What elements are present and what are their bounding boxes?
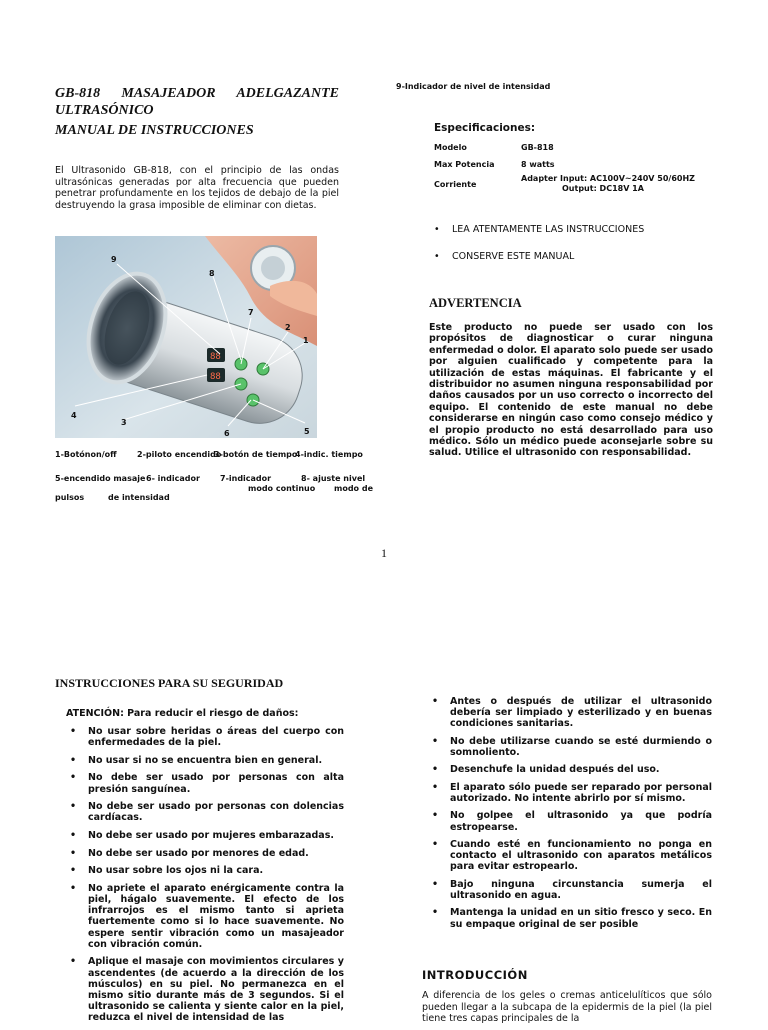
manual-title-line2: ULTRASÓNICO <box>55 103 154 118</box>
svg-text:88: 88 <box>210 352 221 362</box>
photo-label: 5 <box>304 427 310 436</box>
legend-item: 4-indic. tiempo <box>295 450 363 459</box>
spec-value: GB-818 <box>521 143 554 152</box>
svg-text:88: 88 <box>210 372 221 382</box>
safety-list-left <box>66 726 344 1030</box>
spec-label: Max Potencia <box>434 160 495 169</box>
photo-label: 6 <box>224 429 230 438</box>
specs-title: Especificaciones: <box>434 122 536 134</box>
legend-item: 5-encendido masaje <box>55 474 146 483</box>
intro-paragraph: El Ultrasonido GB-818, con el principio de las ondas ultrasónicas generadas por alta frecuencia que pueden penetrar profundamente en los tejidos de debajo de la piel destruyendo la grasa imposible de eliminar con dietas. <box>55 165 339 211</box>
photo-label: 4 <box>71 411 77 420</box>
safety-item: • No apriete el aparato enérgicamente contra la piel, hágalo suavemente. El efecto de los infrarrojos es el mismo tanto si aprieta fuertemente como si lo hace suavemente. No espere sentir vibración como un masajeador con vibración común. <box>66 883 344 950</box>
safety-item: • No usar sobre heridas o áreas del cuerpo con enfermedades de la piel. <box>66 726 344 748</box>
spec-value: 8 watts <box>521 160 555 169</box>
legend-item: 3-botón de tiempo <box>214 450 298 459</box>
legend-item: 1-Botónon/off <box>55 450 117 459</box>
safety-item: • Aplique el masaje con movimientos circulares y ascendentes (de acuerdo a la dirección de los músculos) en su piel. No permanezca en el mismo sitio durante más de 3 segundos. Si el ultrasonido se calienta y siente calor en la piel, reduzca el nivel de intensidad de las <box>66 956 344 1023</box>
notes-list <box>430 224 720 262</box>
note-item: • CONSERVE ESTE MANUAL <box>430 251 720 263</box>
safety-item: • Antes o después de utilizar el ultrasonido debería ser limpiado y esterilizado y en buenas condiciones sanitarias. <box>428 696 712 730</box>
manual-subtitle: MANUAL DE INSTRUCCIONES <box>55 123 254 138</box>
attention-text: ATENCIÓN: Para reducir el riesgo de daños: <box>66 708 299 719</box>
product-photo <box>55 236 317 438</box>
manual-title: GB-818 MASAJEADOR ADELGAZANTE <box>55 86 339 101</box>
safety-item: • No usar sobre los ojos ni la cara. <box>66 865 344 876</box>
photo-label: 1 <box>303 336 309 345</box>
photo-label: 2 <box>285 323 291 332</box>
photo-label: 3 <box>121 418 127 427</box>
warning-title: ADVERTENCIA <box>429 296 522 310</box>
safety-item: • El aparato sólo puede ser reparado por personal autorizado. No intente abrirlo por sí mismo. <box>428 782 712 804</box>
legend-item-9: 9-Indicador de nivel de intensidad <box>396 82 551 91</box>
note-item: • LEA ATENTAMENTE LAS INSTRUCCIONES <box>430 224 720 236</box>
legend-item: de intensidad <box>108 493 170 502</box>
safety-list-right <box>428 696 712 936</box>
photo-label: 8 <box>209 269 215 278</box>
legend-item: 7-indicador <box>220 474 272 483</box>
spec-value: Adapter Input: AC100V~240V 50/60HZ <box>521 174 695 183</box>
product-illustration <box>55 236 317 438</box>
introduction-body: A diferencia de los geles o cremas anticelulíticos que sólo pueden llegar a la subcapa de la epidermis de la piel (la piel tiene tres capas principales de la <box>422 990 712 1025</box>
safety-item: • No debe utilizarse cuando se esté durmiendo o somnoliento. <box>428 736 712 758</box>
legend-item: 6- indicador <box>146 474 200 483</box>
introduction-title: INTRODUCCIÓN <box>422 968 528 982</box>
legend-item: modo de <box>334 484 373 493</box>
legend-item: 8- ajuste nivel <box>301 474 366 483</box>
safety-item: • No usar si no se encuentra bien en general. <box>66 755 344 766</box>
safety-item: • Mantenga la unidad en un sitio fresco y seco. En su empaque original de ser posible <box>428 907 712 929</box>
safety-item: • No golpee el ultrasonido ya que podría estropearse. <box>428 810 712 832</box>
legend-item: modo continuo <box>248 484 316 493</box>
warning-body: Este producto no puede ser usado con los propósitos de diagnosticar o curar ninguna enfermedad o dolor. El aparato solo puede ser usado por alguien cualificado y competente para la utilización de estas máquinas. El fabricante y el distribuidor no asumen ninguna responsabilidad por daños causados por un uso correcto o incorrecto del equipo. El contenido de este manual no debe considerarse en ningún caso como consejo médico y el propio producto no está desarrollado para uso médico. Sólo un médico puede aconsejarle sobre su salud. Utilice el ultrasonido con responsabilidad. <box>429 322 713 459</box>
page-number: 1 <box>381 546 387 560</box>
safety-item: • No debe ser usado por menores de edad. <box>66 848 344 859</box>
spec-label: Corriente <box>434 180 477 189</box>
photo-label: 7 <box>248 308 254 317</box>
safety-title: INSTRUCCIONES PARA SU SEGURIDAD <box>55 676 284 690</box>
spec-label: Modelo <box>434 143 467 152</box>
spec-value-2: Output: DC18V 1A <box>562 184 644 193</box>
safety-item: • Bajo ninguna circunstancia sumerja el ultrasonido en agua. <box>428 879 712 901</box>
safety-item: • No debe ser usado por personas con dolencias cardíacas. <box>66 801 344 823</box>
legend-item: pulsos <box>55 493 85 502</box>
safety-item: • No debe ser usado por personas con alta presión sanguínea. <box>66 772 344 794</box>
legend-item: 2-piloto encendido <box>137 450 222 459</box>
photo-label: 9 <box>111 255 117 264</box>
safety-item: • Cuando esté en funcionamiento no ponga en contacto el ultrasonido con aparatos metálicos para evitar estropearlo. <box>428 839 712 873</box>
safety-item: • No debe ser usado por mujeres embarazadas. <box>66 830 344 841</box>
safety-item: • Desenchufe la unidad después del uso. <box>428 764 712 775</box>
